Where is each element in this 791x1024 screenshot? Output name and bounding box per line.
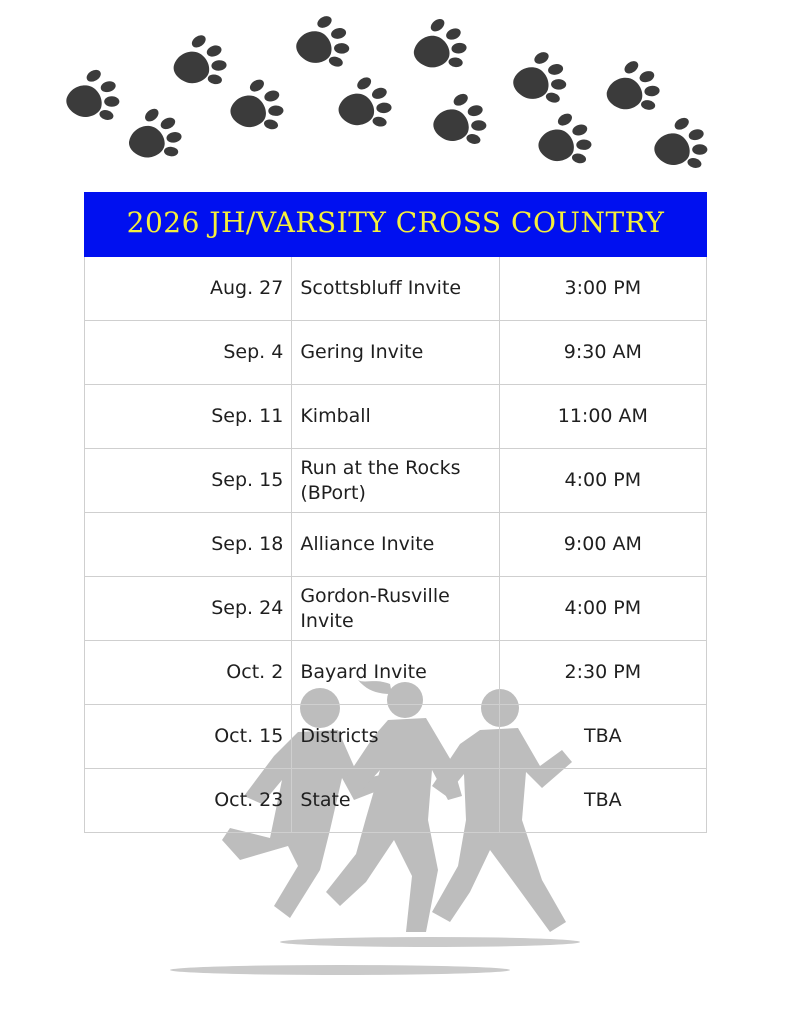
meet-time: 3:00 PM <box>499 257 706 321</box>
title-row <box>85 193 707 257</box>
schedule-row <box>85 641 707 705</box>
meet-time: 9:30 AM <box>499 321 706 385</box>
paw-print-icon <box>120 101 189 172</box>
schedule-row <box>85 321 707 385</box>
meet-date: Oct. 15 <box>85 705 292 769</box>
meet-time: 4:00 PM <box>499 449 706 513</box>
meet-date: Sep. 15 <box>85 449 292 513</box>
meet-time: 9:00 AM <box>499 513 706 577</box>
paw-print-icon <box>509 48 569 111</box>
meet-time: TBA <box>499 769 706 833</box>
paw-print-icon <box>225 74 289 140</box>
meet-date: Sep. 4 <box>85 321 292 385</box>
meet-name: Bayard Invite <box>292 641 499 705</box>
paw-print-icon <box>533 108 597 174</box>
paw-print-icon <box>332 71 397 138</box>
schedule-row <box>85 257 707 321</box>
paw-print-icon <box>292 12 352 75</box>
schedule-row <box>85 385 707 449</box>
paw-print-icon <box>405 11 473 80</box>
meet-name: State <box>292 769 499 833</box>
meet-date: Oct. 23 <box>85 769 292 833</box>
meet-name: Run at the Rocks (BPort) <box>292 449 499 513</box>
meet-date: Aug. 27 <box>85 257 292 321</box>
schedule-title: 2026 JH/VARSITY CROSS COUNTRY <box>126 206 665 239</box>
meet-name: Kimball <box>292 385 499 449</box>
meet-date: Sep. 11 <box>85 385 292 449</box>
meet-name: Districts <box>292 705 499 769</box>
schedule-row <box>85 705 707 769</box>
paw-print-icon <box>599 54 665 122</box>
meet-time: 4:00 PM <box>499 577 706 641</box>
cross-country-schedule-table <box>84 192 707 833</box>
paw-print-icon <box>166 28 232 96</box>
paw-prints-decoration <box>0 0 791 190</box>
meet-name: Gordon-Rusville Invite <box>292 577 499 641</box>
meet-name: Alliance Invite <box>292 513 499 577</box>
meet-name: Gering Invite <box>292 321 499 385</box>
meet-time: TBA <box>499 705 706 769</box>
paw-print-icon <box>61 65 123 129</box>
schedule-row <box>85 577 707 641</box>
paw-print-icon <box>428 89 490 153</box>
meet-date: Sep. 24 <box>85 577 292 641</box>
title-cell <box>85 193 707 257</box>
meet-time: 2:30 PM <box>499 641 706 705</box>
paw-print-icon <box>649 113 711 177</box>
schedule-row <box>85 513 707 577</box>
schedule-row <box>85 449 707 513</box>
schedule-row <box>85 769 707 833</box>
meet-time: 11:00 AM <box>499 385 706 449</box>
meet-name: Scottsbluff Invite <box>292 257 499 321</box>
meet-date: Oct. 2 <box>85 641 292 705</box>
meet-date: Sep. 18 <box>85 513 292 577</box>
